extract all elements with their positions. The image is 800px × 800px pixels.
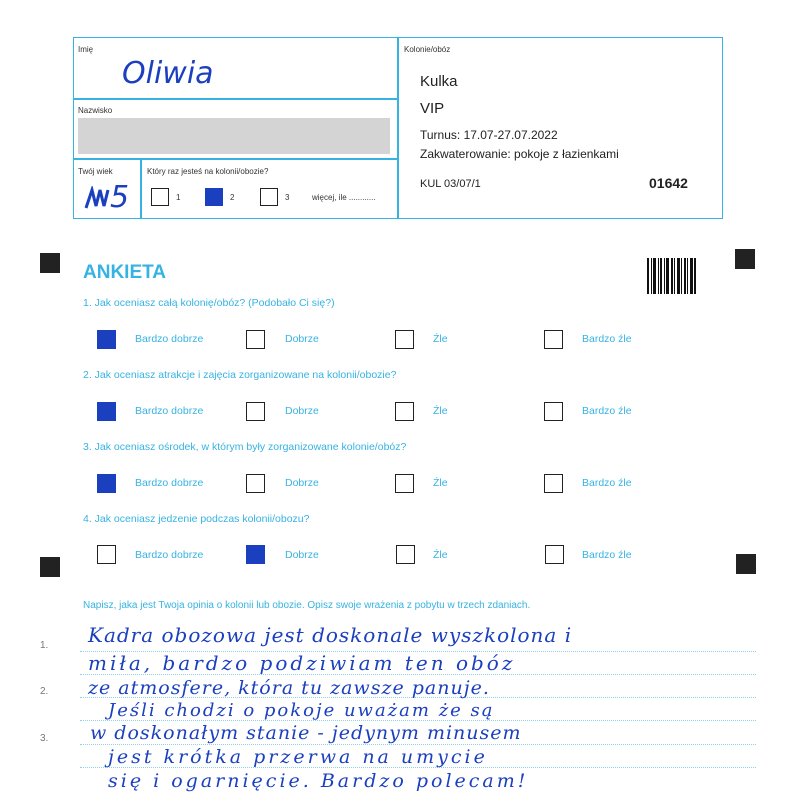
q3-option-label: Bardzo dobrze xyxy=(135,477,204,489)
line-number: 1. xyxy=(40,640,49,651)
line-number: 2. xyxy=(40,686,49,697)
ktory-raz-label: Który raz jesteś na kolonii/obozie? xyxy=(147,167,269,176)
q4-option-zle-checkbox[interactable] xyxy=(396,545,415,564)
q3-option-label: Dobrze xyxy=(285,477,319,489)
redacted-surname xyxy=(78,118,390,154)
handwritten-line: Jeśli chodzi o pokoje uważam że są xyxy=(108,700,495,721)
q1-option-bardzo-dobrze-checkbox[interactable] xyxy=(97,330,116,349)
q3-option-dobrze-checkbox[interactable] xyxy=(246,474,265,493)
q3-option-bardzo-zle-checkbox[interactable] xyxy=(544,474,563,493)
question-1: 1. Jak oceniasz całą kolonię/obóz? (Podobało Ci się?) xyxy=(83,297,335,309)
imie-value[interactable]: Oliwia xyxy=(122,56,214,91)
handwritten-line: się i ogarnięcie. Bardzo polecam! xyxy=(108,770,529,792)
handwritten-line: ze atmosfere, która tu zawsze panuje. xyxy=(88,677,490,699)
q3-option-label: Bardzo źle xyxy=(582,477,632,489)
q4-option-label: Źle xyxy=(433,549,448,561)
survey-title: ANKIETA xyxy=(83,262,167,283)
nazwisko-label: Nazwisko xyxy=(78,106,113,115)
kolonie-label: Kolonie/obóz xyxy=(404,45,451,54)
q2-option-dobrze-checkbox[interactable] xyxy=(246,402,265,421)
q1-option-dobrze-checkbox[interactable] xyxy=(246,330,265,349)
wiek-label: Twój wiek xyxy=(78,167,113,176)
header-divider-surname xyxy=(73,158,398,160)
q1-option-label: Bardzo źle xyxy=(582,333,632,345)
corner-marker xyxy=(735,249,755,269)
q2-option-zle-checkbox[interactable] xyxy=(395,402,414,421)
q3-option-bardzo-dobrze-checkbox[interactable] xyxy=(97,474,116,493)
question-2: 2. Jak oceniasz atrakcje i zajęcia zorganizowane na kolonii/obozie? xyxy=(83,369,397,381)
turnus: Turnus: 17.07-27.07.2022 xyxy=(420,128,558,142)
q4-option-label: Bardzo źle xyxy=(582,549,632,561)
wiek-value[interactable]: 5 xyxy=(110,180,130,215)
q2-option-label: Źle xyxy=(433,405,448,417)
q4-option-dobrze-checkbox[interactable] xyxy=(246,545,265,564)
corner-marker xyxy=(736,554,756,574)
q4-option-bardzo-dobrze-checkbox[interactable] xyxy=(97,545,116,564)
q4-option-bardzo-zle-checkbox[interactable] xyxy=(545,545,564,564)
corner-marker xyxy=(40,253,60,273)
question-3: 3. Jak oceniasz ośrodek, w którym były zorganizowane kolonie/obóz? xyxy=(83,441,407,453)
handwritten-line: w doskonałym stanie - jedynym minusem xyxy=(90,722,522,744)
q2-option-bardzo-zle-checkbox[interactable] xyxy=(544,402,563,421)
ktory-raz-option-2: 2 xyxy=(230,193,235,202)
ktory-raz-checkbox-1[interactable] xyxy=(151,188,169,206)
q1-option-label: Dobrze xyxy=(285,333,319,345)
q3-option-zle-checkbox[interactable] xyxy=(395,474,414,493)
q2-option-label: Bardzo źle xyxy=(582,405,632,417)
opinion-prompt: Napisz, jaka jest Twoja opinia o kolonii lub obozie. Opisz swoje wrażenia z pobytu w trzech zdaniach. xyxy=(83,600,531,611)
camp-code: KUL 03/07/1 xyxy=(420,178,481,190)
q1-option-label: Źle xyxy=(433,333,448,345)
ktory-raz-option-1: 1 xyxy=(176,193,181,202)
wiecej-label: więcej, ile ............ xyxy=(312,193,376,202)
ktory-raz-option-3: 3 xyxy=(285,193,290,202)
q2-option-label: Bardzo dobrze xyxy=(135,405,204,417)
barcode-icon xyxy=(647,258,703,294)
wiek-scribble xyxy=(84,186,110,210)
corner-marker xyxy=(40,557,60,577)
zakwaterowanie: Zakwaterowanie: pokoje z łazienkami xyxy=(420,147,619,161)
handwritten-line: jest krótka przerwa na umycie xyxy=(108,746,488,768)
ktory-raz-checkbox-2[interactable] xyxy=(205,188,223,206)
q3-option-label: Źle xyxy=(433,477,448,489)
q4-option-label: Bardzo dobrze xyxy=(135,549,204,561)
camp-type: VIP xyxy=(420,100,445,117)
line-number: 3. xyxy=(40,733,49,744)
q1-option-bardzo-zle-checkbox[interactable] xyxy=(544,330,563,349)
q1-option-label: Bardzo dobrze xyxy=(135,333,204,345)
header-divider-age xyxy=(140,158,142,219)
imie-label: Imię xyxy=(78,45,94,54)
question-4: 4. Jak oceniasz jedzenie podczas kolonii/obozu? xyxy=(83,513,310,525)
ktory-raz-checkbox-3[interactable] xyxy=(260,188,278,206)
header-divider-vertical xyxy=(397,37,399,219)
q1-option-zle-checkbox[interactable] xyxy=(395,330,414,349)
q4-option-label: Dobrze xyxy=(285,549,319,561)
header-divider-name xyxy=(73,98,398,100)
handwritten-line: miła, bardzo podziwiam ten obóz xyxy=(88,651,516,675)
q2-option-label: Dobrze xyxy=(285,405,319,417)
writing-line xyxy=(80,744,756,745)
q2-option-bardzo-dobrze-checkbox[interactable] xyxy=(97,402,116,421)
camp-name: Kulka xyxy=(420,73,458,90)
form-number: 01642 xyxy=(649,175,688,191)
handwritten-line: Kadra obozowa jest doskonale wyszkolona i xyxy=(88,623,573,647)
